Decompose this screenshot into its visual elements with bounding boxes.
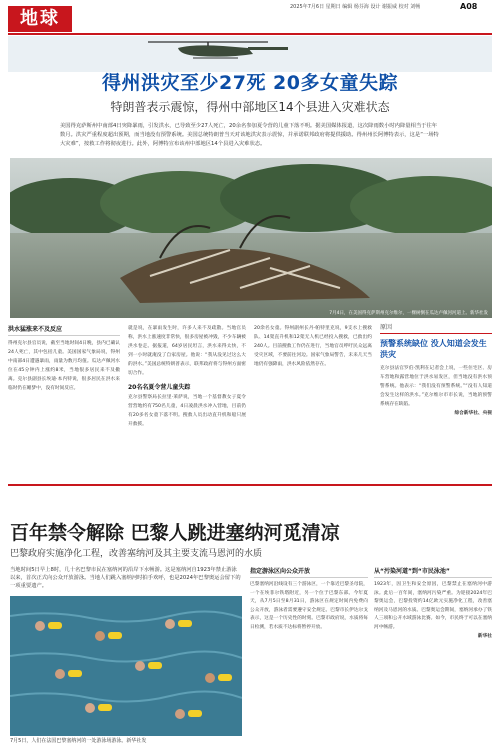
column-2-text-b: 克尔县警察局长拉里·莱萨说，当地一个基督教女子夏令营营地约有750名儿童，4日凌晨洪水冲入营地，目前仍有20多名女童下落不明。搜救人员出动直升机和船只展开救援。 — [128, 395, 246, 427]
sidebar-source: 综合新华社、央视 — [454, 411, 492, 416]
headline-main: 得州洪灾至少27死 20多女童失踪 — [102, 72, 398, 94]
flood-scene-image — [10, 158, 492, 318]
sidebar-reason — [380, 322, 492, 482]
column-1 — [8, 324, 120, 393]
column-2-title: 20名名夏令营儿童失踪 — [128, 384, 191, 391]
section-divider — [8, 484, 492, 486]
sidebar-title: 预警系统缺位 没人知道会发生洪灾 — [380, 339, 487, 359]
sidebar-header: 原因 — [380, 322, 492, 334]
photo-caption: 7月4日，在美国得克萨斯州克尔维尔，一棵树倒在瓜达卢佩河河道上。新华社发 — [329, 311, 488, 316]
column-b — [374, 566, 492, 641]
column-b-title: 从“污染河道”到“市民泳池” — [374, 568, 450, 575]
helicopter-photo — [8, 36, 492, 72]
column-2 — [128, 324, 246, 429]
subheadline-main: 特朗普表示震惊，得州中部地区14个县进入灾难状态 — [110, 100, 390, 114]
lead-paris: 当地时间5日早上8时，几十名巴黎市民在塞纳河的沿岸下水畅游。这是塞纳河自1923年禁止游泳以来，首次正式向公众开放游泳。当地人们跳入塞纳河时拍手欢呼，也是2024年巴黎奥运会留下的一项重要遗产。 — [10, 567, 241, 589]
divider — [374, 577, 492, 578]
column-1-title: 洪水猛涨来不及反应 — [8, 326, 63, 333]
column-3 — [254, 324, 372, 369]
column-1-text: 得州克尔县官员说，截至当地时间4日晚，县内已确认24人死亡，其中包括儿童。美国国家气象局说，得州中南部4日遭遇暴雨，雨量为数月均值。瓜达卢佩河水位在45分钟内上涨约8米，当地很多居民来不及撤离。克尔县副县长埃迪·本内特说，很多居民在洪水来临时仍在睡梦中，没有时间反应。 — [8, 341, 120, 391]
date-info: 2025年7月6日 星期日 编辑 杨芬海 设计 谢振威 校对 刘畅 — [290, 4, 421, 10]
divider — [8, 335, 120, 336]
section-tag: 地球 — [8, 6, 72, 32]
lead-paragraph: 美国得克萨斯州中南部4日突降暴雨，引发洪水，已导致至少27人死亡，20余名参加夏令营的儿童下落不明。据美国媒体报道，这次降雨数小时内降量相当于往年数月。洪灾严重程度超出预期，而当地没有预警系统。美国总统特朗普当天对该地洪灾表示震惊，并承诺联邦政府将提供援助。得州州长阿博特表示，这是“一场特大灾难”，按救工作将彻夜进行。此外，阿博特宣布该州中部地区14个县进入灾难状态。 — [60, 123, 439, 147]
column-a-title: 指定游泳区向公众开放 — [250, 568, 311, 575]
column-a-text: 巴黎塞纳河沿线设有三个游泳区，一个靠近巴黎圣母院，一个在埃菲尔铁塔附近，另一个位于巴黎东部。今年夏天，从7月5日至8月31日，游泳区在规定时间内免费向公众开放，游泳者需要遵守安全规定。巴黎市长伊达尔戈表示，这是一个历史性的时刻。巴黎市政府说，水质将每日检测，若水质不达标将暂停开放。 — [250, 582, 368, 630]
page-number: A08 — [460, 2, 478, 11]
column-a — [250, 566, 368, 633]
masthead-rule — [8, 33, 492, 35]
swimmers-image — [10, 596, 242, 736]
flood-photo — [10, 158, 492, 318]
headline-paris: 百年禁令解除 巴黎人跳进塞纳河觅清凉 — [10, 522, 340, 544]
column-b-source: 新华社 — [477, 633, 492, 639]
column-b-text: 1923年，因卫生和安全原因，巴黎禁止在塞纳河中游泳。此后一百年间，塞纳河污染严重。为迎接2024年巴黎奥运会，巴黎投资约14亿欧元实施净化工程，改善塞纳河及马恩河的水质。巴黎奥运会期间，塞纳河承办了铁人三项和公开水域游泳比赛。如今，市民终于可以在塞纳河中畅游。 — [374, 582, 492, 630]
swimmers-caption: 7月5日，人们在法国巴黎塞纳河的一处游泳场游泳。新华社发 — [10, 738, 147, 744]
swimmers-photo — [10, 596, 242, 736]
divider — [250, 577, 368, 578]
helicopter-icon — [8, 36, 492, 72]
column-2-text: 就是说，在暴雨发生时，许多人来不及疏散。当地官员称，洪水上涨速度非常快，很多房屋被冲毁，不少车辆被洪水卷走。据报道，64岁居民坦言，洪水来得太快，不到一小时就淹没了自家房屋。他说：“我从没见过这么大的洪水。”美国总统特朗普表示，联邦政府将与得州方面密切合作。 — [128, 326, 246, 376]
subheadline-paris: 巴黎政府实施净化工程，改善塞纳河及其主要支流马恩河的水质 — [10, 549, 263, 559]
masthead — [0, 0, 500, 34]
column-3-text: 20余名女童。得州副州长丹·帕特里克说，9支水上搜救队、14架直升机和12架无人机已经投入搜救，已救出约240人。目前搜救工作仍在进行，当地官员呼吁民众远离受灾区域，不要前往河边。国家气象局警告，未来几天当地仍有强降雨，洪水风险依然存在。 — [254, 326, 372, 367]
sidebar-text: 克尔县法官罗伯·凯利在记者会上说，一些住宅区、房车营地和露营地位于洪水易发区，但当地没有洪水预警系统。他表示：“我们没有预警系统。”“没有人知道会发生这样的洪水。”克尔维尔市市长说，当地的预警系统存在缺陷。 — [380, 366, 492, 407]
